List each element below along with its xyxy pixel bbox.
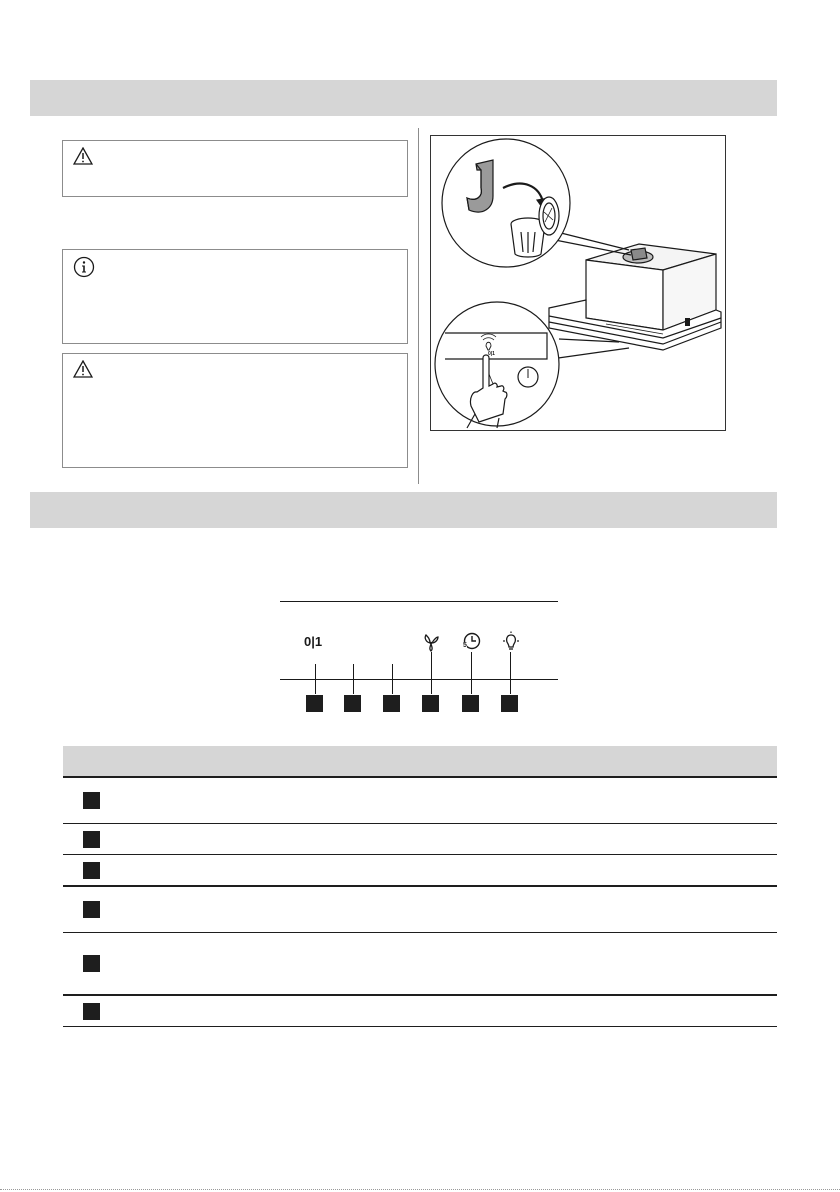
filter-removal-callout (442, 139, 631, 267)
warning-notice (62, 140, 408, 197)
row-marker-4 (83, 901, 100, 918)
row-marker-3 (83, 862, 100, 879)
light-icon (500, 631, 522, 653)
display-onoff-label: 0|1 (488, 351, 495, 357)
fan-icon (422, 632, 440, 652)
callout-marker-4 (422, 695, 439, 712)
info-icon (73, 256, 95, 278)
timer-digit: 5 (463, 642, 467, 649)
hood-body (549, 244, 721, 350)
row-marker-5 (83, 955, 100, 972)
callout-line (431, 652, 432, 694)
onoff-symbol: 0|1 (304, 634, 323, 649)
controls-legend-table (63, 746, 777, 1027)
panel-top-edge (280, 601, 558, 602)
callout-marker-3 (383, 695, 400, 712)
table-row (63, 995, 777, 1027)
info-notice (62, 249, 408, 344)
row-marker-2 (83, 831, 100, 848)
row-marker-6 (83, 1003, 100, 1020)
callout-line (392, 664, 393, 694)
callout-line (315, 664, 316, 694)
callout-marker-2 (344, 695, 361, 712)
table-header-row (63, 746, 777, 777)
table-row (63, 824, 777, 855)
warning-icon (73, 360, 93, 378)
section-header-band (30, 492, 777, 528)
column-divider (418, 128, 419, 484)
warning-notice (62, 353, 408, 468)
hood-illustration (430, 135, 726, 431)
table-row (63, 777, 777, 824)
table-row (63, 933, 777, 996)
table-row (63, 886, 777, 933)
callout-line (510, 652, 511, 694)
callout-line (471, 652, 472, 694)
table-row (63, 855, 777, 887)
panel-bottom-edge (280, 679, 558, 680)
callout-marker-5 (462, 695, 479, 712)
callout-marker-6 (501, 695, 518, 712)
row-marker-1 (83, 792, 100, 809)
callout-line (353, 664, 354, 694)
page-bottom-edge (0, 1189, 840, 1190)
warning-icon (73, 147, 93, 165)
callout-marker-1 (306, 695, 323, 712)
section-header-band (30, 80, 777, 116)
